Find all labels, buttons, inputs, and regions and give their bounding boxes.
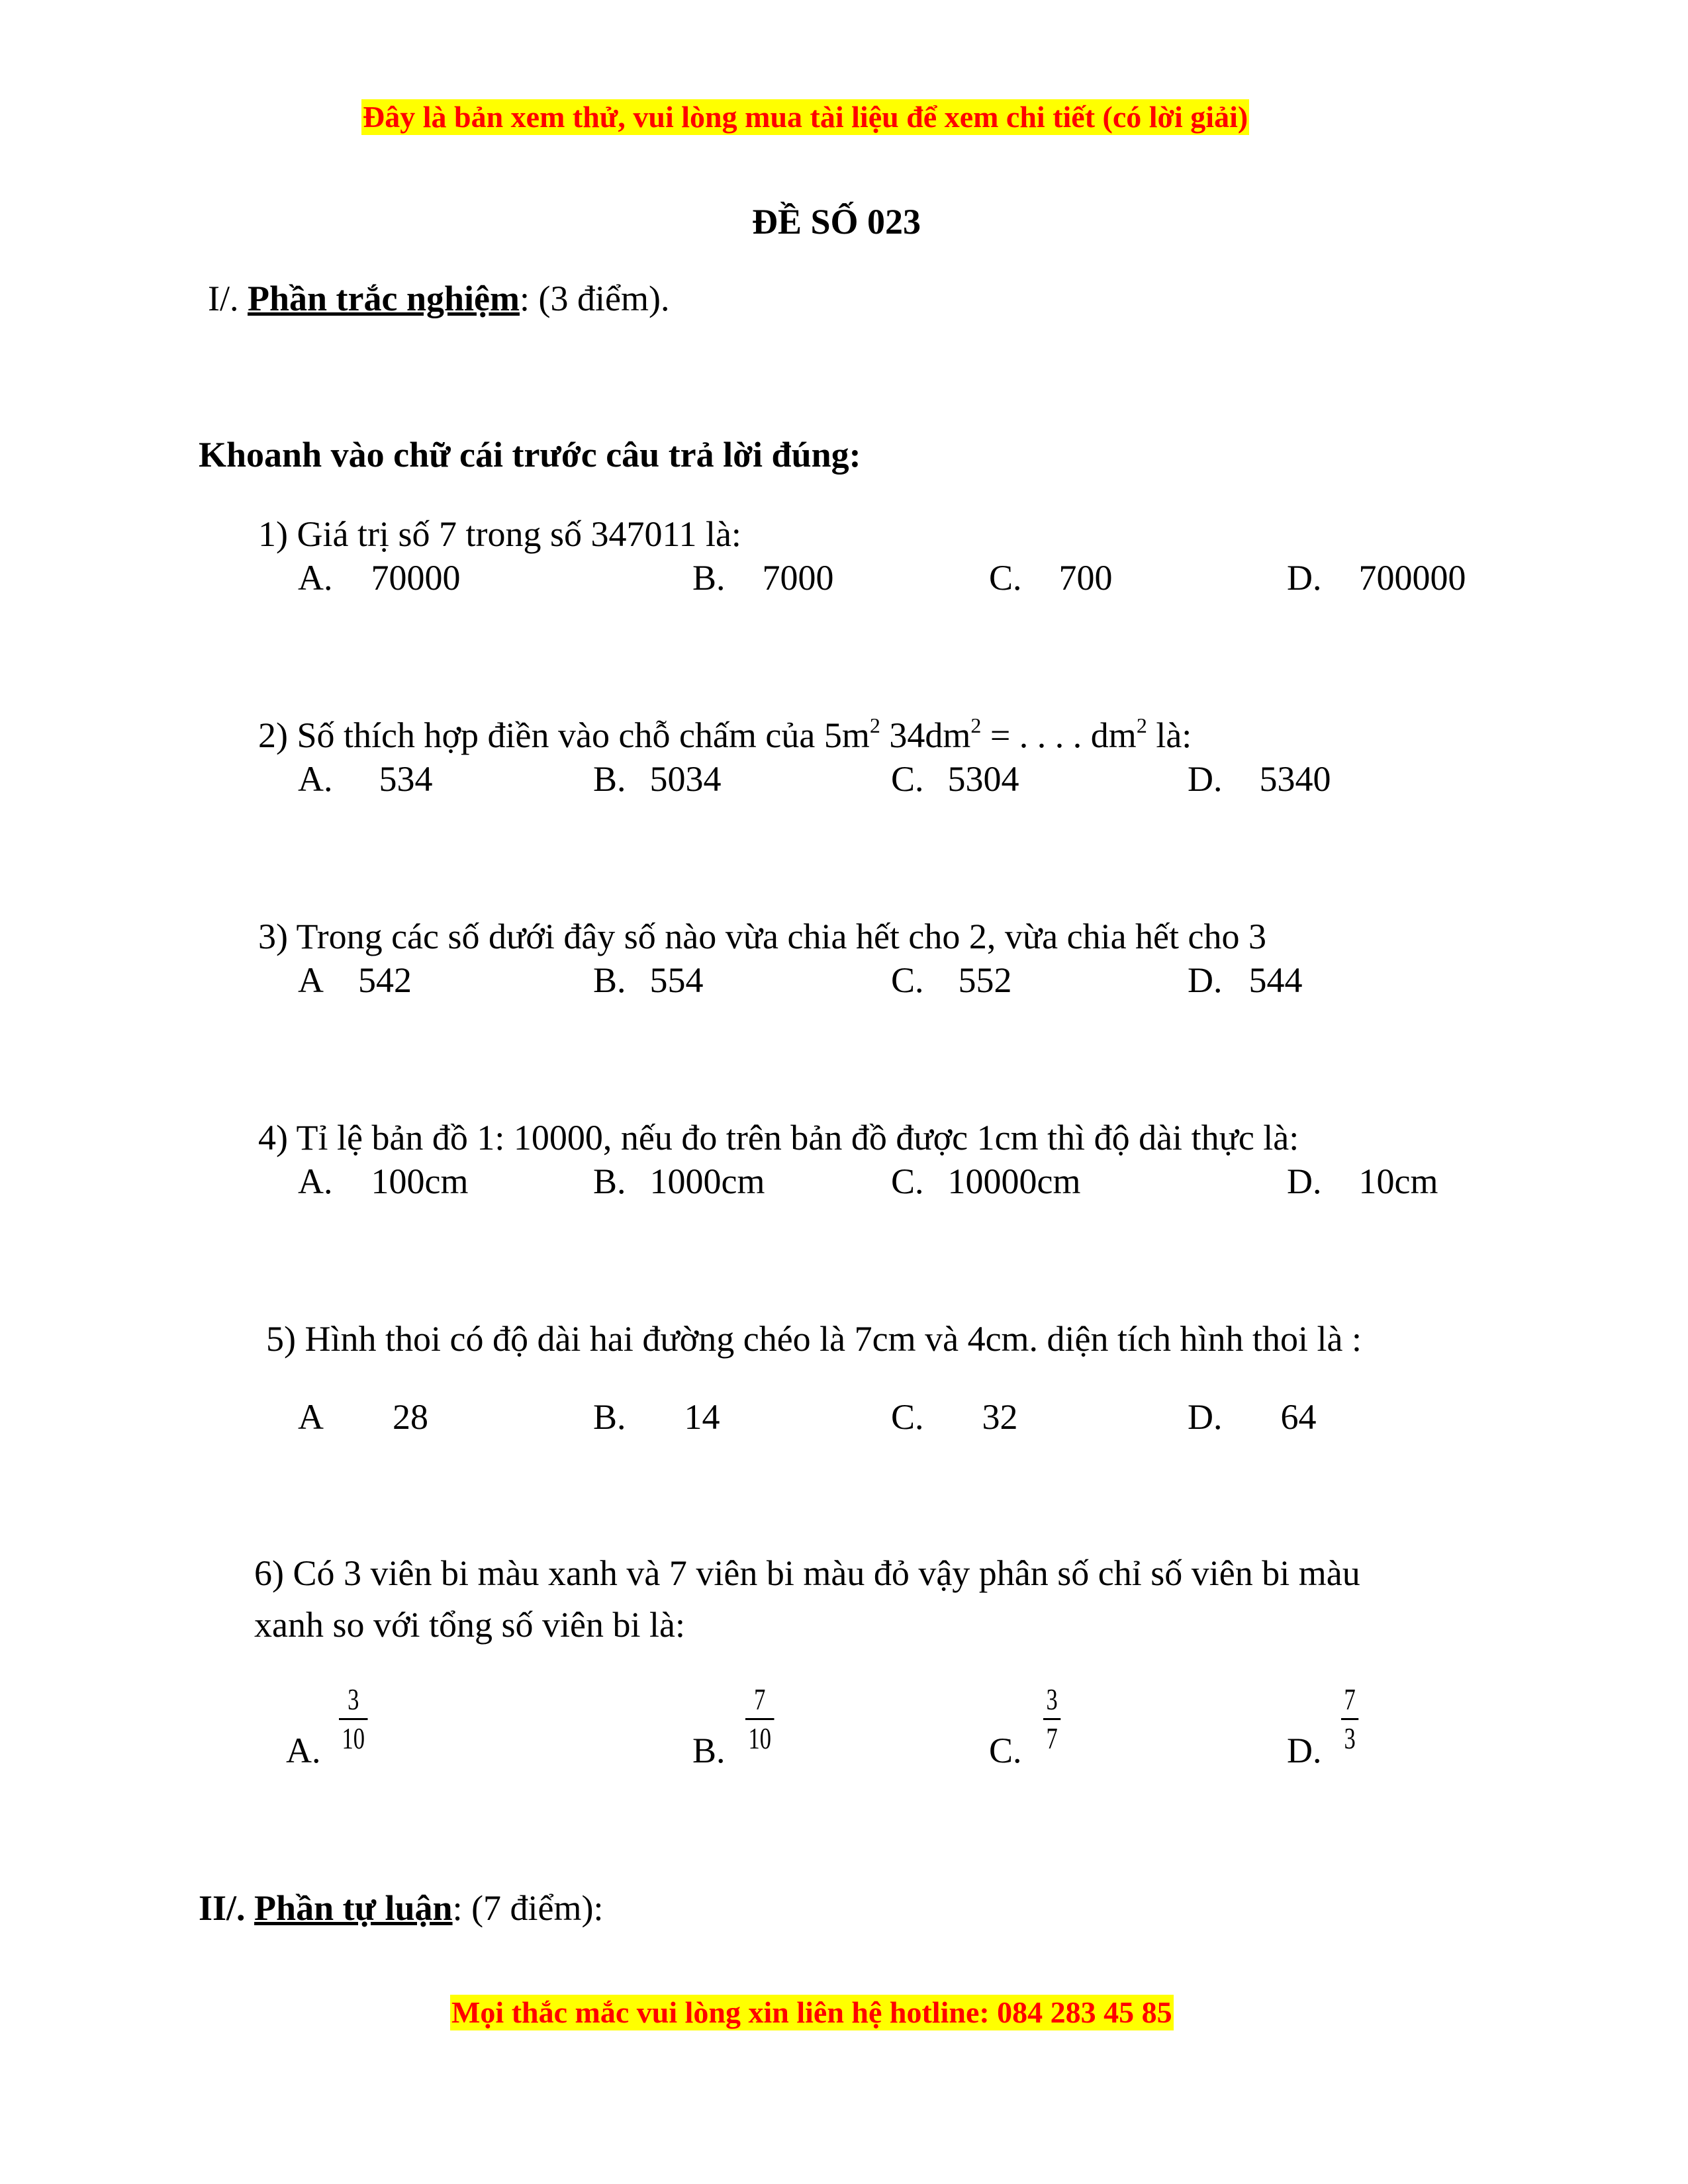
q2-option-c: C. 5304 bbox=[891, 759, 1019, 799]
q6-option-a-fraction: $\frac{3}{10}$ bbox=[339, 1681, 368, 1757]
question-1-text: 1) Giá trị số 7 trong số 347011 là: bbox=[258, 514, 741, 554]
section-1-prefix: I/. bbox=[208, 279, 248, 318]
section-2-label: Phần tự luận bbox=[254, 1888, 453, 1928]
q1-option-c: C. 700 bbox=[989, 558, 1113, 598]
section-2-prefix: II/. bbox=[199, 1888, 255, 1928]
question-4-text: 4) Tỉ lệ bản đồ 1: 10000, nếu đo trên bản đồ được 1cm thì độ dài thực là: bbox=[258, 1118, 1299, 1158]
preview-notice-banner: Đây là bản xem thử, vui lòng mua tài liệu để xem chi tiết (có lời giải) bbox=[363, 100, 1248, 134]
q1-option-a: A. 70000 bbox=[298, 558, 461, 598]
q2-option-d: D. 5340 bbox=[1188, 759, 1331, 799]
hotline-banner: Mọi thắc mắc vui lòng xin liên hệ hotline: 084 283 45 85 bbox=[451, 1995, 1172, 2029]
section-1-suffix: : (3 điểm). bbox=[520, 279, 670, 318]
q4-option-a: A. 100cm bbox=[298, 1161, 469, 1201]
section-1-heading bbox=[208, 278, 669, 319]
q6-option-b-fraction: $\frac{7}{10}$ bbox=[745, 1681, 774, 1757]
question-6-line-2: xanh so với tổng số viên bi là: bbox=[254, 1605, 686, 1645]
q5-option-d: D. 64 bbox=[1188, 1397, 1317, 1437]
q3-option-a: A 542 bbox=[298, 960, 412, 1000]
exam-title: ĐỀ SỐ 023 bbox=[752, 202, 921, 242]
q2-option-b: B. 5034 bbox=[593, 759, 722, 799]
question-3-text: 3) Trong các số dưới đây số nào vừa chia hết cho 2, vừa chia hết cho 3 bbox=[258, 917, 1266, 956]
q6-option-c-fraction: $\frac{3}{7}$ bbox=[1043, 1681, 1060, 1757]
section-1-label: Phần trắc nghiệm bbox=[248, 279, 520, 318]
question-5-text: 5) Hình thoi có độ dài hai đường chéo là 7cm và 4cm. diện tích hình thoi là : bbox=[266, 1319, 1362, 1359]
q5-option-c: C. 32 bbox=[891, 1397, 1018, 1437]
q6-option-d-fraction: $\frac{7}{3}$ bbox=[1341, 1681, 1358, 1757]
q2-option-a: A. 534 bbox=[298, 759, 433, 799]
q4-option-b: B. 1000cm bbox=[593, 1161, 765, 1201]
q5-option-a: A 28 bbox=[298, 1397, 428, 1437]
q6-option-b-letter: B. bbox=[692, 1731, 726, 1770]
q1-option-d: D. 700000 bbox=[1287, 558, 1466, 598]
q6-option-d-letter: D. bbox=[1287, 1731, 1322, 1770]
q5-option-b: B. 14 bbox=[593, 1397, 720, 1437]
q1-option-b: B. 7000 bbox=[692, 558, 834, 598]
q3-option-d: D. 544 bbox=[1188, 960, 1303, 1000]
question-2-text: 2) Số thích hợp điền vào chỗ chấm của $5m^2$ $34dm^2$ = . . . . $dm^2$ là: bbox=[258, 713, 1192, 755]
q6-option-a-letter: A. bbox=[286, 1731, 321, 1770]
q3-option-c: C. 552 bbox=[891, 960, 1012, 1000]
question-6-line-1: 6) Có 3 viên bi màu xanh và 7 viên bi màu đỏ vậy phân số chỉ số viên bi màu bbox=[254, 1553, 1360, 1593]
section-2-heading bbox=[199, 1888, 604, 1929]
q3-option-b: B. 554 bbox=[593, 960, 704, 1000]
instruction: Khoanh vào chữ cái trước câu trả lời đúng: bbox=[199, 435, 861, 475]
q4-option-c: C. 10000cm bbox=[891, 1161, 1081, 1201]
section-2-suffix: : (7 điểm): bbox=[452, 1888, 604, 1928]
q4-option-d: D. 10cm bbox=[1287, 1161, 1438, 1201]
q6-option-c-letter: C. bbox=[989, 1731, 1022, 1770]
